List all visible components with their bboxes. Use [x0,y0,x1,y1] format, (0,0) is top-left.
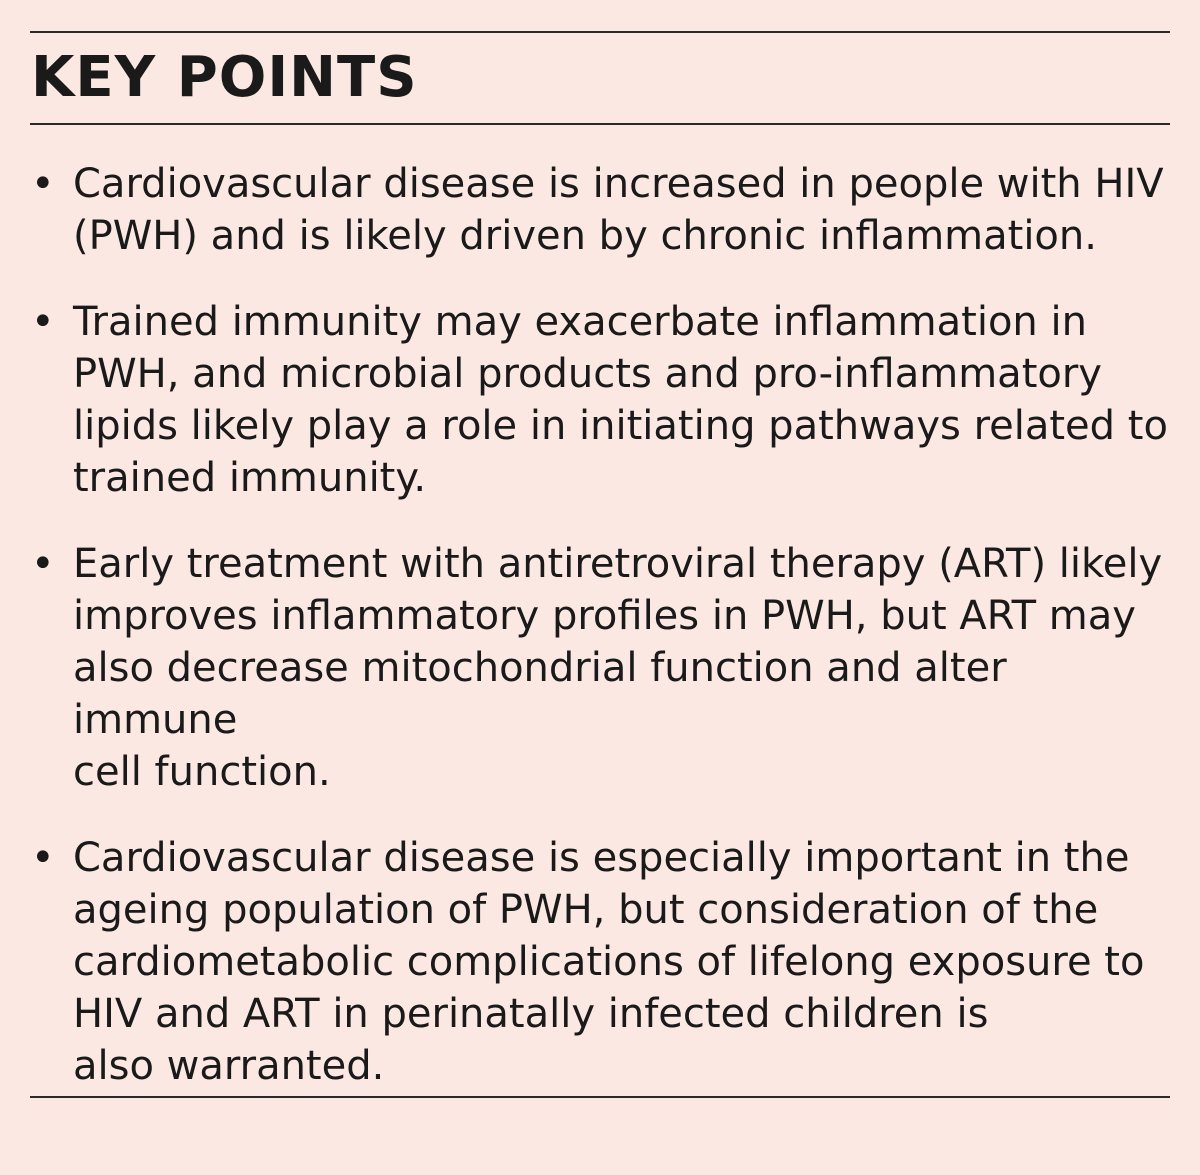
heading-divider [30,123,1170,125]
key-point-line: HIV and ART in perinatally infected children is [73,991,989,1037]
key-point-3 [0,538,1173,798]
key-point-line: (PWH) and is likely driven by chronic inflammation. [73,213,1097,259]
key-point-line: also decrease mitochondrial function and alter immune [73,645,1007,743]
key-point-line: Trained immunity may exacerbate inflammation in [73,299,1087,345]
top-divider [30,31,1170,33]
bullet-icon: • [31,541,55,587]
bullet-icon: • [31,835,55,881]
key-point-line: trained immunity. [73,455,427,501]
key-point-line: improves inflammatory profiles in PWH, but ART may [73,593,1136,639]
key-point-line: PWH, and microbial products and pro-inflammatory [73,351,1102,397]
key-points-list [0,158,1200,1126]
key-points-heading: KEY POINTS [31,45,418,110]
key-point-line: cell function. [73,749,331,795]
key-point-4 [0,832,1173,1092]
key-point-line: also warranted. [73,1043,385,1089]
key-point-line: lipids likely play a role in initiating pathways related to [73,403,1168,449]
bullet-icon: • [31,299,55,345]
key-point-line: Cardiovascular disease is increased in people with HIV [73,161,1164,207]
key-point-line: Cardiovascular disease is especially important in the [73,835,1130,881]
key-point-1 [0,158,1173,262]
key-point-line: Early treatment with antiretroviral therapy (ART) likely [73,541,1163,587]
key-point-line: ageing population of PWH, but consideration of the [73,887,1099,933]
bullet-icon: • [31,161,55,207]
bottom-divider [30,1096,1170,1098]
key-point-2 [0,296,1173,504]
key-point-line: cardiometabolic complications of lifelong exposure to [73,939,1145,985]
